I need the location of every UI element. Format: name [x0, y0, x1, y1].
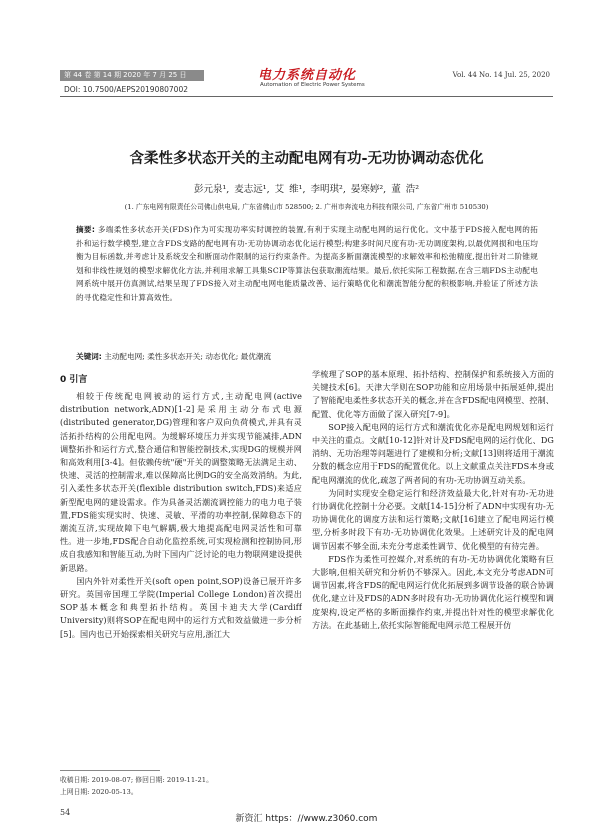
author-list: 彭元泉¹, 麦志远¹, 艾 维¹, 李明琪², 晏寒婷², 董 浩²: [193, 184, 420, 195]
footnote-rule: [60, 770, 160, 771]
article-title: 含柔性多状态开关的主动配电网有功-无功协调动态优化: [129, 151, 484, 167]
body-paragraph: 国内外针对柔性开关(soft open point,SOP)设备已展开许多研究。英国帝国理工学院(Imperial College London)首次提出SOP基本概念和典型拓扑结构。英国卡迪夫大学(Cardiff University)则将SOP在配电网中的运行方式和效益做进一步分析[5]。国内也已开始探索相关研究与应用,浙江大: [60, 575, 302, 639]
body-left-column: [60, 390, 302, 760]
footnote-received: 收稿日期: 2019-08-07; 修回日期: 2019-11-21。: [60, 776, 213, 784]
affiliation: (1. 广东电网有限责任公司佛山供电局, 广东省佛山市 528500; 2. 广州市奔流电力科技有限公司, 广东省广州市 510530): [124, 203, 489, 211]
issue-badge: 第 44 卷 第 14 期 2020 年 7 月 25 日: [60, 70, 204, 81]
abstract-text: 多端柔性多状态开关(FDS)作为可实现功率实时调控的装置,有利于实现主动配电网的运行优化。文中基于FDS接入配电网的拓扑和运行数学模型,建立含FDS支路的配电网有功-无功协调动态优化运行模型;构建多时间尺度有功-无功调度架构,以最优网损和电压均衡为目标函数,并考虑计及系统安全和断面动作限制的运行约束条件。为提高多断面潮流模型的求解效率和松弛精度,提出针对二阶锥规划和非线性规划的模型求解优化方法,并利用求解工具集SCIP等算法包获取潮流结果。最后,依托实际工程数据,在含三端FDS主动配电网系统中展开仿真测试,结果呈现了FDS接入对主动配电网电能质量改善、运行策略优化和潮流智能分配的积极影响,并验证了所述方法的寻优稳定性和计算高效性。: [76, 225, 538, 302]
abstract-label: 摘要:: [76, 225, 96, 234]
body-paragraph: 为同时实现安全稳定运行和经济效益最大化,针对有功-无功进行协调优化控制十分必要。文献[14-15]分析了ADN中实现有功-无功协调优化的调度方法和运行策略;文献[16]建立了配电网运行模型,分析多时段下有功-无功协调优化效果。上述研究计及的配电网调节因素不够全面,未充分考虑柔性调节、优化模型的有待完善。: [312, 487, 554, 551]
keywords-text: 主动配电网; 柔性多状态开关; 动态优化; 最优潮流: [104, 352, 272, 361]
doi: DOI: 10.7500/AEPS20190807002: [64, 85, 188, 94]
footnote-online: 上网日期: 2020-05-13。: [60, 788, 138, 796]
watermark: 新资汇 https：//www.z3060.com: [235, 814, 378, 824]
abstract: [76, 223, 538, 305]
page-number: 54: [60, 808, 71, 817]
body-paragraph: SOP接入配电网的运行方式和潮流优化亦是配电网规划和运行中关注的重点。文献[10-12]针对计及FDS配电网的运行优化、DG消纳、无功治理等问题进行了建模和分析;文献[13]则将适用于潮流分数的概念应用于FDS的配置优化。以上文献重点关注FDS本身或配电网潮流的优化,疏忽了两者间的有功-无功协调互动关系。: [312, 421, 554, 485]
journal-name-en: Automation of Electric Power Systems: [260, 82, 365, 88]
journal-logo-cn: 电力系统自动化: [258, 68, 357, 83]
keywords: [76, 351, 538, 362]
volume-info: Vol. 44 No. 14 Jul. 25, 2020: [452, 71, 550, 79]
section-heading: 0 引言: [60, 375, 88, 385]
header-rule: [60, 96, 553, 97]
body-right-column: [312, 368, 554, 829]
body-paragraph: 相较于传统配电网被动的运行方式,主动配电网(active distribution network,ADN)[1-2]是采用主动分布式电源(distributed generator,DG)管理和客户双向负荷模式,并具有灵活拓扑结构的公用配电网。为缓解环境压力并实现节能减排,ADN调整拓扑和运行方式,整合通信和智能控制技术,实现DG的规模并网和高效利用[3-4]。但依赖传统"硬"开关的调整策略无法满足主动、快速、灵活的控制需求,难以保障高比例DG的安全高效消纳。为此,引入柔性多状态开关(flexible distribution switch,FDS)来适应新型配电网的建设需求。作为具备灵活潮流调控能力的电力电子装置,FDS能实现实时、快速、灵敏、平滑的功率控制,保障稳态下的潮流互济,实现故障下电气解耦,极大地提高配电网灵活性和可靠性。进一步地,FDS配合自动化监控系统,可实现检测和控制协同,形成自我感知和智能互动,为时下国内广泛讨论的电力物联网建设提供新思路。: [60, 391, 302, 573]
body-paragraph: 学梳理了SOP的基本原理、拓扑结构、控制保护和系统接入方面的关键技术[6]。天津大学则在SOP功能和应用场景中拓展延伸,提出了智能配电柔性多状态开关的概念,并在含FDS配电网模型、控制、配置、优化等方面做了深入研究[7-9]。: [312, 369, 554, 419]
body-paragraph: FDS作为柔性可控媒介,对系统的有功-无功协调优化策略有巨大影响,但相关研究和分析仍不够深入。因此,本文充分考虑ADN可调节因素,将含FDS的配电网运行优化拓展到多调节设备的联合协调优化,建立计及FDS的ADN多时段有功-无功协调优化运行模型和调度架构,设定严格的多断面操作约束,并提出针对性的模型求解优化方法。在此基础上,依托实际智能配电网示范工程展开仿: [312, 553, 554, 630]
keywords-label: 关键词:: [76, 352, 102, 361]
